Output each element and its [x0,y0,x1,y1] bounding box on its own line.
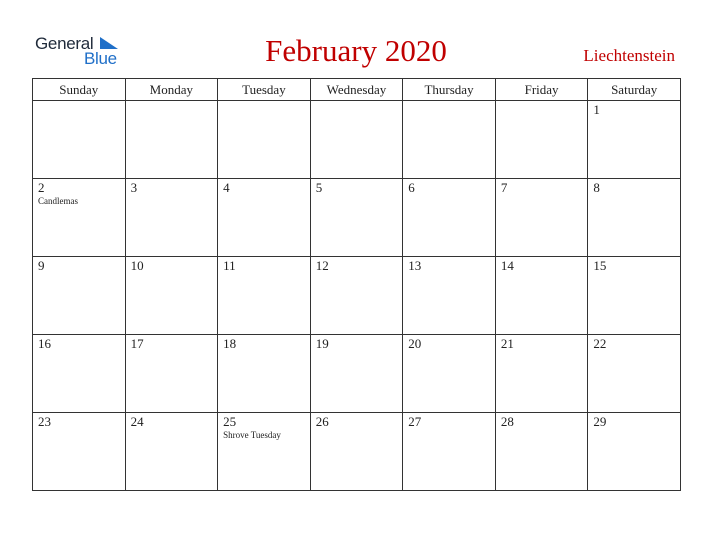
day-cell [310,413,403,491]
holiday-label [218,195,310,196]
day-cell [125,335,218,413]
holiday-label [403,195,495,196]
day-cell [218,179,311,257]
weekday-header: Thursday [403,79,496,101]
holiday-label [403,351,495,352]
day-number: 26 [315,414,329,429]
day-number: 5 [315,180,323,195]
weekday-header: Friday [495,79,588,101]
holiday-label [311,351,403,352]
day-number: 4 [223,180,230,195]
day-cell [495,179,588,257]
day-number: 7 [500,180,508,195]
holiday-label [311,103,403,104]
country-label: Liechtenstein [583,46,675,65]
day-number: 12 [315,258,329,273]
holiday-label [33,273,125,274]
holiday-label: Candlemas [38,196,78,206]
day-cell [218,101,311,179]
day-number: 27 [408,414,422,429]
holiday-label [588,117,680,118]
day-cell [310,335,403,413]
weekday-header: Monday [125,79,218,101]
day-cell [495,101,588,179]
day-cell [403,335,496,413]
holiday-label [403,103,495,104]
weekday-header: Sunday [33,79,126,101]
day-number: 19 [315,336,329,351]
day-number: 22 [593,336,607,351]
day-number: 20 [408,336,422,351]
holiday-label [33,429,125,430]
holiday-label [496,351,588,352]
day-number: 6 [408,180,415,195]
logo-word-blue: Blue [84,49,117,68]
weekday-header-row [33,79,681,101]
weekday-header: Saturday [588,79,681,101]
holiday-label [496,273,588,274]
day-cell [33,335,126,413]
holiday-label [126,429,218,430]
holiday-label [126,351,218,352]
day-number: 17 [130,336,144,351]
week-row [33,257,681,335]
holiday-label [126,273,218,274]
day-cell [588,257,681,335]
day-cell [495,413,588,491]
day-cell [310,179,403,257]
holiday-label [403,429,495,430]
day-number: 2 [38,180,45,195]
holiday-label [496,195,588,196]
day-cell [218,413,311,491]
day-cell [218,257,311,335]
day-cell [310,257,403,335]
day-number: 8 [593,180,600,195]
day-cell [125,179,218,257]
week-row [33,179,681,257]
holiday-label [588,273,680,274]
holiday-label [588,195,680,196]
holiday-label [218,273,310,274]
holiday-label [588,351,680,352]
day-number: 9 [38,258,45,273]
day-number: 24 [130,414,144,429]
day-cell [403,413,496,491]
day-number: 15 [593,258,607,273]
holiday-label [403,273,495,274]
holiday-label [126,195,218,196]
week-row [33,101,681,179]
day-number: 23 [38,414,51,429]
holiday-label [218,351,310,352]
day-cell [495,335,588,413]
holiday-label [33,103,125,104]
holiday-label [588,429,680,430]
day-cell [588,101,681,179]
day-cell [403,101,496,179]
weekday-header: Wednesday [310,79,403,101]
holiday-label [218,103,310,104]
day-number: 14 [500,258,514,273]
weekday-header: Tuesday [218,79,311,101]
week-row [33,335,681,413]
day-number: 16 [38,336,51,351]
day-number: 3 [130,180,138,195]
day-cell [33,413,126,491]
holiday-label [33,351,125,352]
day-cell [495,257,588,335]
logo-word-general: General [35,34,94,53]
day-number: 1 [593,102,600,117]
day-cell [588,413,681,491]
day-number: 18 [223,336,237,351]
day-number: 11 [223,258,236,273]
day-number: 13 [408,258,422,273]
holiday-label [496,429,588,430]
holiday-label: Shrove Tuesday [223,430,281,440]
day-cell [33,257,126,335]
day-cell [218,335,311,413]
day-cell [125,413,218,491]
holiday-label [311,429,403,430]
day-cell [310,101,403,179]
day-cell [33,179,126,257]
day-cell [403,179,496,257]
day-cell [125,101,218,179]
day-cell [33,101,126,179]
holiday-label [311,273,403,274]
calendar-grid [32,78,681,491]
day-cell [588,335,681,413]
day-number: 25 [223,414,237,429]
holiday-label [126,103,218,104]
day-number: 29 [593,414,607,429]
week-row [33,413,681,491]
day-number: 28 [500,414,514,429]
day-number: 10 [130,258,144,273]
day-cell [403,257,496,335]
holiday-label [496,103,588,104]
day-cell [125,257,218,335]
day-number: 21 [500,336,514,351]
calendar-title: February 2020 [265,33,447,68]
day-cell [588,179,681,257]
holiday-label [311,195,403,196]
